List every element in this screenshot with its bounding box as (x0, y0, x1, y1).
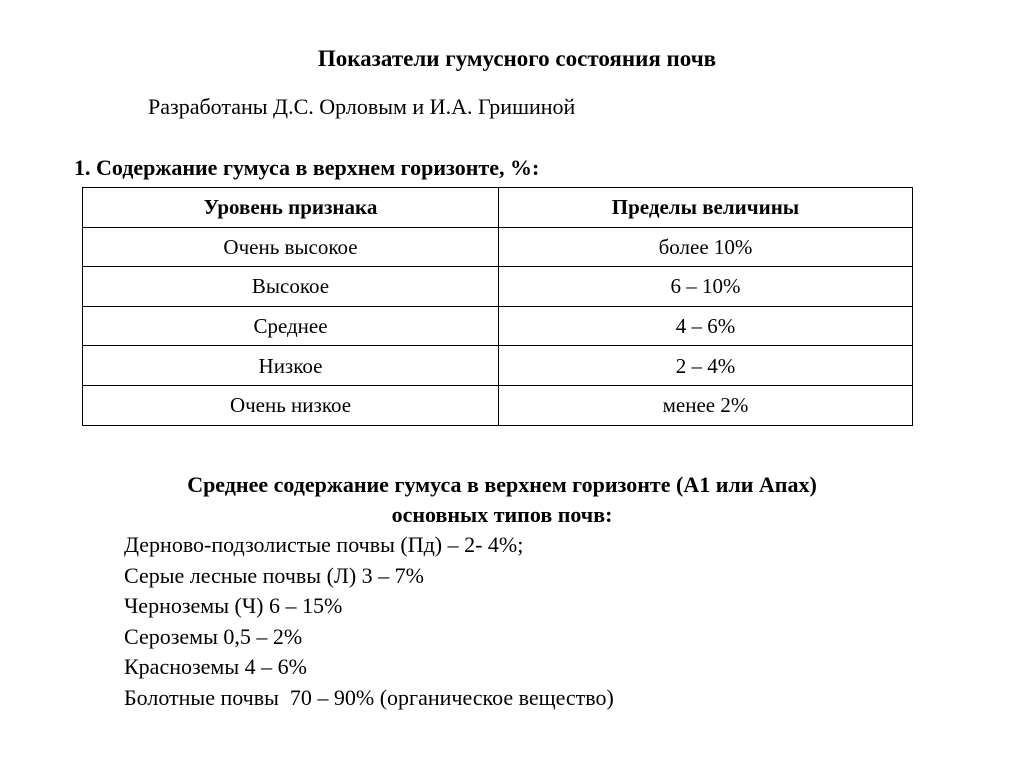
range-cell: 2 – 4% (499, 346, 913, 386)
range-cell: более 10% (499, 227, 913, 267)
average-humus-heading-line: Среднее содержание гумуса в верхнем горизонте (А1 или Апах) (187, 472, 817, 497)
humus-levels-table (82, 187, 913, 426)
list-item: Серые лесные почвы (Л) 3 – 7% (124, 562, 424, 588)
level-cell: Очень высокое (83, 227, 499, 267)
list-item: Болотные почвы 70 – 90% (органическое вещество) (124, 684, 614, 710)
column-header-range: Пределы величины (499, 188, 913, 228)
list-item: Красноземы 4 – 6% (124, 654, 307, 680)
section-heading: 1. Содержание гумуса в верхнем горизонте, %: (74, 155, 540, 180)
column-header-level: Уровень признака (83, 188, 499, 228)
table-row (83, 267, 913, 307)
level-cell: Низкое (83, 346, 499, 386)
range-cell: 6 – 10% (499, 267, 913, 307)
authors-subtitle: Разработаны Д.С. Орловым и И.А. Гришиной (148, 94, 576, 119)
table-header-row (83, 188, 913, 228)
soil-types-list (124, 530, 614, 714)
table-row (83, 306, 913, 346)
average-humus-heading-line: основных типов почв: (391, 502, 613, 527)
level-cell: Высокое (83, 267, 499, 307)
range-cell: 4 – 6% (499, 306, 913, 346)
table-row (83, 346, 913, 386)
range-cell: менее 2% (499, 385, 913, 425)
table-row (83, 385, 913, 425)
list-item: Дерново-подзолистые почвы (Пд) – 2- 4%; (124, 532, 524, 557)
list-item: Сероземы 0,5 – 2% (124, 623, 303, 649)
page-title: Показатели гумусного состояния почв (317, 46, 717, 71)
level-cell: Среднее (83, 306, 499, 346)
list-item: Черноземы (Ч) 6 – 15% (124, 593, 343, 619)
level-cell: Очень низкое (83, 385, 499, 425)
table-row (83, 227, 913, 267)
average-humus-heading (0, 470, 1004, 530)
